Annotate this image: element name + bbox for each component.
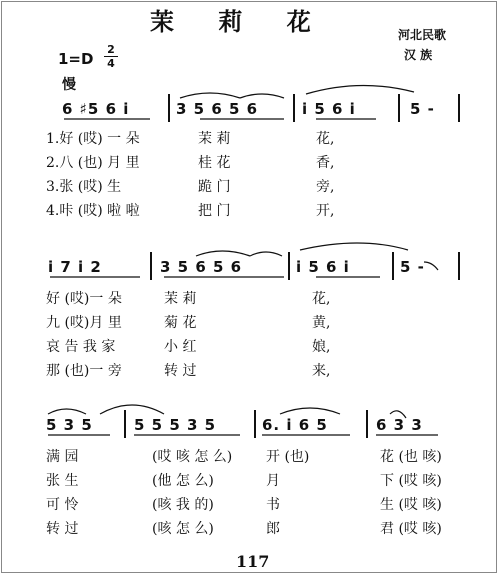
lyric-2-3-a: 哀 告 我 家 — [46, 339, 116, 355]
lyric-3-1-d: 花 (也 咳) — [380, 449, 442, 465]
key-signature: 1=D — [58, 50, 94, 68]
lyric-3-3-b: (咳 我 的) — [152, 497, 214, 513]
lyric-2-3-b: 小 红 — [164, 339, 197, 355]
lyric-1-1-b: 茉 莉 — [198, 131, 231, 147]
slur — [48, 409, 86, 414]
lyric-1-3-a: 3.张 (哎) 生 — [46, 179, 122, 195]
lyric-1-3-c: 旁, — [316, 179, 335, 195]
lyric-1-4-a: 4.咔 (哎) 啦 啦 — [46, 203, 140, 219]
measure-1-4: 5 - — [410, 100, 435, 118]
lyric-3-3-a: 可 怜 — [46, 497, 79, 513]
measure-3-1: 5 3 5 — [46, 416, 93, 434]
lyric-2-2-a: 九 (哎)月 里 — [46, 315, 122, 331]
measure-2-1: i 7 i 2 — [48, 258, 102, 276]
song-title: 茉 莉 花 — [150, 7, 329, 36]
lyric-2-2-c: 黄, — [312, 315, 331, 331]
time-signature-bottom: 4 — [107, 57, 115, 70]
lyric-2-4-b: 转 过 — [164, 363, 197, 379]
lyric-3-2-b: (他 怎 么) — [152, 473, 214, 489]
lyric-1-2-c: 香, — [316, 155, 335, 171]
slur — [196, 251, 250, 256]
lyric-3-3-d: 生 (哎 咳) — [380, 497, 442, 513]
tempo-marking: 慢 — [62, 77, 76, 93]
tie — [300, 243, 408, 250]
lyric-3-2-d: 下 (哎 咳) — [380, 473, 442, 489]
lyric-3-4-d: 君 (哎 咳) — [380, 521, 442, 537]
lyric-1-4-b: 把 门 — [198, 203, 231, 219]
measure-3-3: 6. i 6 5 — [262, 416, 328, 434]
measure-1-1: 6 ♯5 6 i — [62, 100, 130, 118]
glide-mark — [390, 411, 406, 418]
lyric-2-1-a: 好 (哎)一 朵 — [46, 291, 122, 307]
measure-2-3: i 5 6 i — [296, 258, 350, 276]
tie — [306, 85, 414, 94]
lyric-3-1-c: 开 (也) — [266, 449, 310, 465]
lyric-1-3-b: 跪 门 — [198, 179, 231, 195]
slur — [250, 252, 282, 256]
lyric-1-4-c: 开, — [316, 203, 335, 219]
lyric-1-1-a: 1.好 (哎) 一 朵 — [46, 131, 140, 147]
lyric-2-1-c: 花, — [312, 291, 331, 307]
lyric-3-4-a: 转 过 — [46, 521, 79, 537]
slur — [280, 408, 340, 414]
measure-2-2: 3 5 6 5 6 — [160, 258, 243, 276]
lyric-3-1-a: 满 园 — [46, 449, 79, 465]
measure-2-4: 5 - — [400, 258, 425, 276]
lyric-1-1-c: 花, — [316, 131, 335, 147]
lyric-3-3-c: 书 — [266, 497, 280, 513]
lyric-2-2-b: 菊 花 — [164, 315, 197, 331]
slur — [100, 405, 164, 414]
slur — [240, 94, 284, 98]
lyric-3-1-b: (哎 咳 怎 么) — [152, 449, 233, 465]
lyric-1-2-a: 2.八 (也) 月 里 — [46, 155, 140, 171]
page-number: 117 — [236, 552, 270, 571]
glide-mark — [424, 262, 438, 270]
lyric-3-4-c: 郎 — [266, 521, 280, 537]
measure-1-2: 3 5 6 5 6 — [176, 100, 259, 118]
song-origin: 河北民歌 — [398, 28, 447, 42]
lyric-2-4-a: 那 (也)一 旁 — [46, 363, 122, 379]
lyric-3-2-c: 月 — [266, 473, 280, 489]
song-ethnicity: 汉 族 — [404, 48, 433, 62]
measure-1-3: i 5 6 i — [302, 100, 356, 118]
lyric-2-1-b: 茉 莉 — [164, 291, 197, 307]
measure-3-4: 6 3 3 — [376, 416, 423, 434]
lyric-1-2-b: 桂 花 — [198, 155, 231, 171]
lyric-2-4-c: 来, — [312, 363, 331, 379]
slur — [180, 93, 240, 98]
lyric-2-3-c: 娘, — [312, 339, 331, 355]
time-signature-top: 2 — [107, 43, 115, 56]
lyric-3-2-a: 张 生 — [46, 473, 79, 489]
measure-3-2: 5 5 5 3 5 — [134, 416, 217, 434]
lyric-3-4-b: (咳 怎 么) — [152, 521, 214, 537]
